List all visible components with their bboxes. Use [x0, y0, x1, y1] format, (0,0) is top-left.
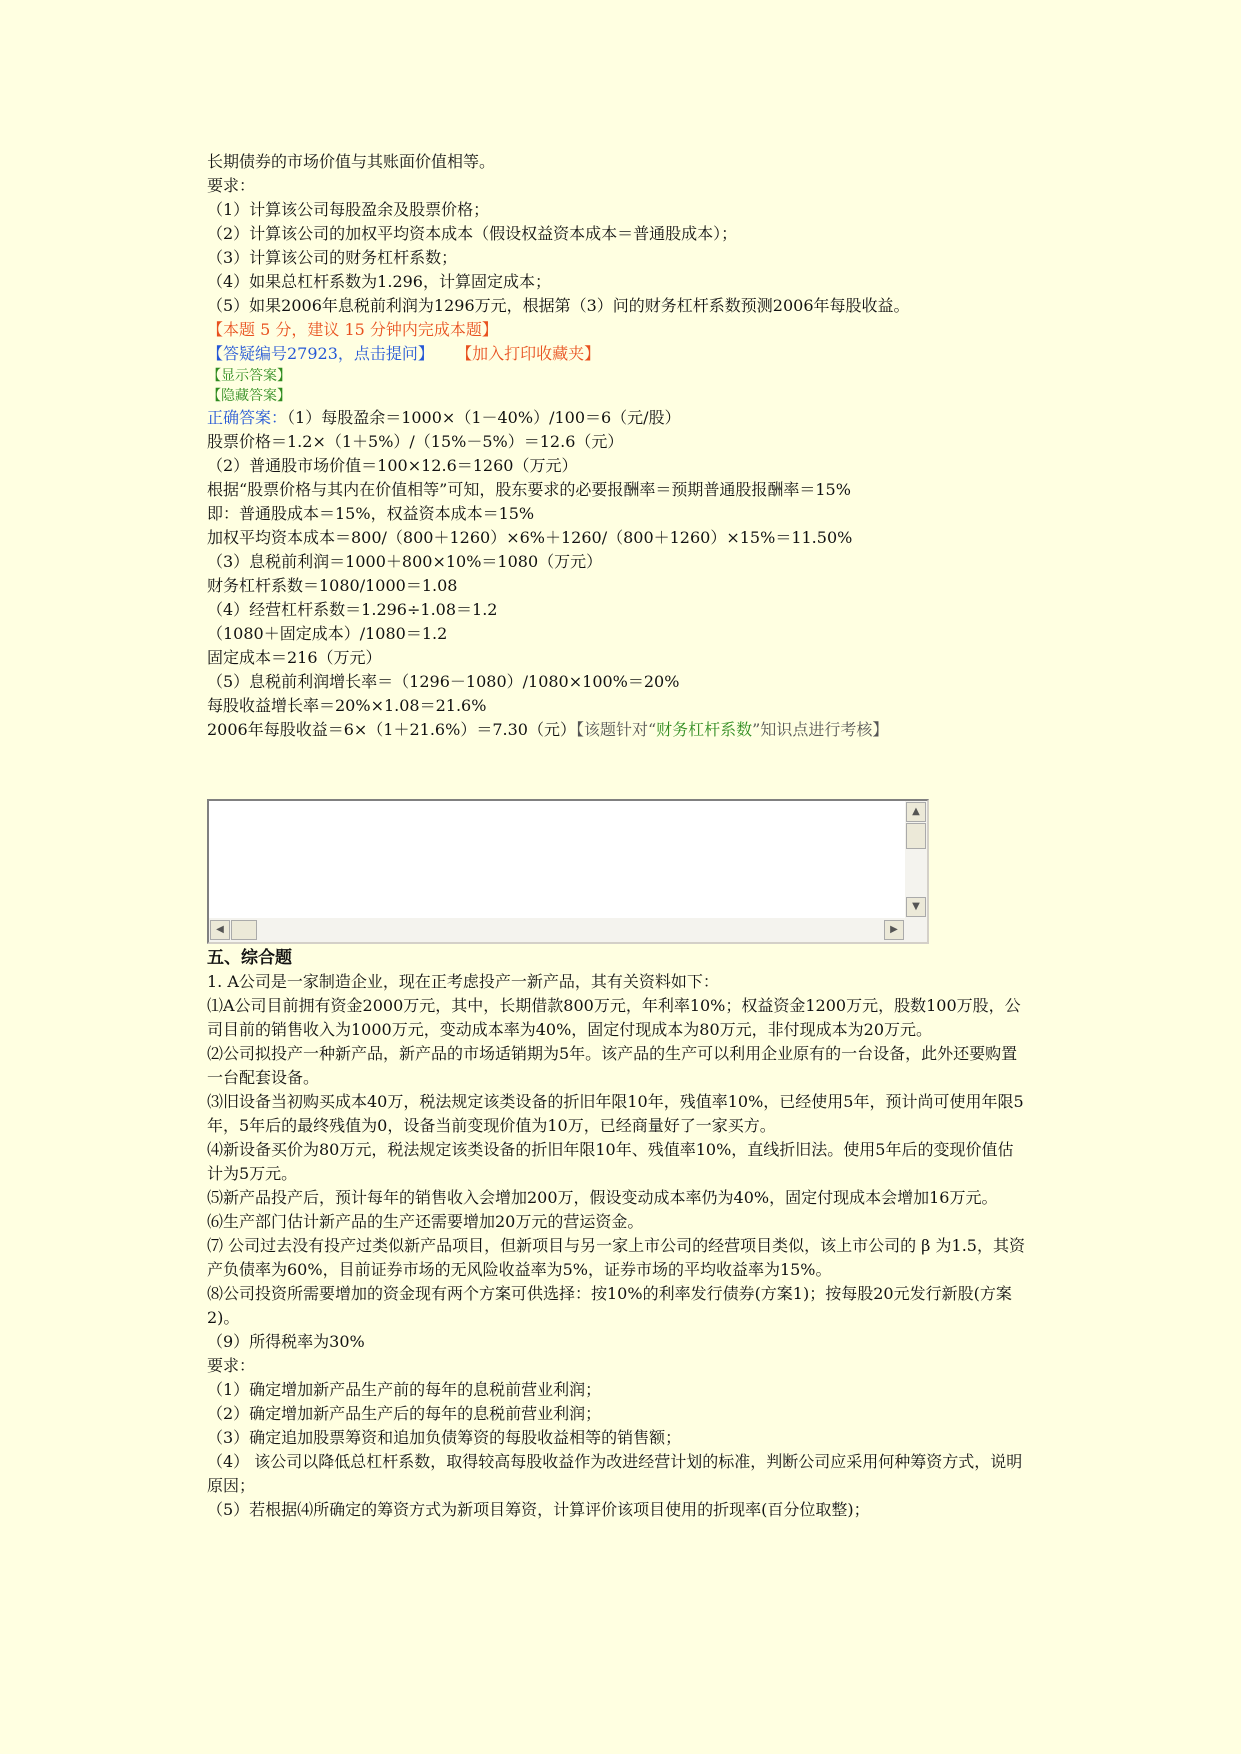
paragraph: 要求：: [207, 1356, 256, 1375]
answer-line: 每股收益增长率＝20%×1.08＝21.6%: [207, 696, 487, 715]
question-link[interactable]: 【答疑编号27923，点击提问】: [207, 344, 434, 363]
answer-line: 加权平均资本成本＝800/（800＋1260）×6%＋1260/（800＋1260）×15%＝11.50%: [207, 528, 853, 547]
scroll-down-icon[interactable]: ▼: [906, 897, 926, 917]
answer-line: 即：普通股成本＝15%，权益资本成本＝15%: [207, 504, 535, 523]
knowledge-point-link[interactable]: 财务杠杆系数: [656, 720, 753, 739]
paragraph: （4） 该公司以降低总杠杆系数，取得较高每股收益作为改进经营计划的标准，判断公司应采用何种筹资方式，说明原因；: [207, 1452, 1023, 1495]
text-line: （5）如果2006年息税前利润为1296万元，根据第（3）问的财务杠杆系数预测2006年每股收益。: [207, 296, 910, 315]
paragraph: ⑶旧设备当初购买成本40万，税法规定该类设备的折旧年限10年，残值率10%，已经使用5年，预计尚可使用年限5年，5年后的最终残值为0，设备当前变现价值为10万，已经商量好了一家买方。: [207, 1092, 1024, 1135]
paragraph: （1）确定增加新产品生产前的每年的息税前营业利润；: [207, 1380, 602, 1399]
score-note: 【本题 5 分，建议 15 分钟内完成本题】: [207, 320, 498, 339]
text-line: （4）如果总杠杆系数为1.296，计算固定成本；: [207, 272, 551, 291]
comprehensive-section: [207, 946, 1029, 1522]
section-heading: 五、综合题: [207, 948, 292, 968]
paragraph: 1. A公司是一家制造企业，现在正考虑投产一新产品，其有关资料如下：: [207, 972, 719, 991]
answer-line: （3）息税前利润＝1000＋800×10%＝1080（万元）: [207, 552, 603, 571]
scroll-up-icon[interactable]: ▲: [906, 802, 926, 822]
paragraph: （9）所得税率为30%: [207, 1332, 365, 1351]
paragraph: ⑴A公司目前拥有资金2000万元，其中，长期借款800万元，年利率10%；权益资金1200万元，股数100万股，公司目前的销售收入为1000万元，变动成本率为40%，固定付现成本为80万元，非付现成本为20万元。: [207, 996, 1021, 1039]
horizontal-scrollbar[interactable]: [209, 918, 905, 942]
paragraph: （5）若根据⑷所确定的筹资方式为新项目筹资，计算评价该项目使用的折现率(百分位取整)；: [207, 1500, 870, 1519]
paragraph: （2）确定增加新产品生产后的每年的息税前营业利润；: [207, 1404, 602, 1423]
answer-text: （1）每股盈余＝1000×（1－40%）/100＝6（元/股）: [287, 408, 681, 427]
knowledge-prefix: 【该题针对“: [575, 720, 657, 739]
paragraph: ⑵公司拟投产一种新产品，新产品的市场适销期为5年。该产品的生产可以利用企业原有的一台设备，此外还要购置一台配套设备。: [207, 1044, 1018, 1087]
knowledge-suffix: ”知识点进行考核】: [752, 720, 889, 739]
answer-line: 股票价格＝1.2×（1＋5%）/（15%－5%）＝12.6（元）: [207, 432, 624, 451]
answer-line: （1080＋固定成本）/1080＝1.2: [207, 624, 448, 643]
print-favorite-link[interactable]: 【加入打印收藏夹】: [456, 344, 601, 363]
question-section: [207, 150, 1047, 742]
text-line: （2）计算该公司的加权平均资本成本（假设权益资本成本＝普通股成本）；: [207, 224, 738, 243]
answer-line: 固定成本＝216（万元）: [207, 648, 382, 667]
show-answer-link[interactable]: 【显示答案】: [207, 368, 291, 384]
answer-line: 财务杠杆系数＝1080/1000＝1.08: [207, 576, 458, 595]
answer-line: 根据“股票价格与其内在价值相等”可知，股东要求的必要报酬率＝预期普通股报酬率＝15%: [207, 480, 851, 499]
answer-label: 正确答案：: [207, 408, 288, 427]
answer-textarea[interactable]: [207, 799, 929, 944]
link-row: [207, 342, 1047, 366]
text-line: 要求：: [207, 176, 256, 195]
paragraph: ⑻公司投资所需要增加的资金现有两个方案可供选择：按10%的利率发行债券(方案1)；按每股20元发行新股(方案2)。: [207, 1284, 1012, 1327]
vertical-scrollbar[interactable]: [905, 801, 927, 918]
answer-text: 2006年每股收益＝6×（1＋21.6%）＝7.30（元）: [207, 720, 576, 739]
text-line: （1）计算该公司每股盈余及股票价格；: [207, 200, 490, 219]
hide-answer-link[interactable]: 【隐藏答案】: [207, 388, 291, 404]
scroll-right-icon[interactable]: ▶: [884, 920, 904, 940]
text-line: 长期债券的市场价值与其账面价值相等。: [207, 152, 496, 171]
paragraph: （3）确定追加股票筹资和追加负债筹资的每股收益相等的销售额；: [207, 1428, 682, 1447]
scrollbar-corner: [905, 918, 927, 942]
paragraph: ⑹生产部门估计新产品的生产还需要增加20万元的营运资金。: [207, 1212, 644, 1231]
scroll-left-icon[interactable]: ◀: [210, 920, 230, 940]
answer-last-line: [207, 718, 1047, 742]
answer-line: （2）普通股市场价值＝100×12.6＝1260（万元）: [207, 456, 578, 475]
answer-first-line: [207, 406, 1047, 430]
paragraph: ⑷新设备买价为80万元，税法规定该类设备的折旧年限10年、残值率10%，直线折旧法。使用5年后的变现价值估计为5万元。: [207, 1140, 1014, 1183]
answer-line: （5）息税前利润增长率＝（1296－1080）/1080×100%＝20%: [207, 672, 680, 691]
vertical-scroll-thumb[interactable]: [906, 823, 926, 849]
paragraph: ⑸新产品投产后，预计每年的销售收入会增加200万，假设变动成本率仍为40%，固定付现成本会增加16万元。: [207, 1188, 998, 1207]
paragraph: ⑺ 公司过去没有投产过类似新产品项目，但新项目与另一家上市公司的经营项目类似，该上市公司的 β 为1.5，其资产负债率为60%，目前证券市场的无风险收益率为5%，证券市场的平均收益率为15%。: [207, 1236, 1025, 1279]
horizontal-scroll-thumb[interactable]: [231, 920, 257, 940]
answer-line: （4）经营杠杆系数＝1.296÷1.08＝1.2: [207, 600, 498, 619]
text-line: （3）计算该公司的财务杠杆系数；: [207, 248, 458, 267]
